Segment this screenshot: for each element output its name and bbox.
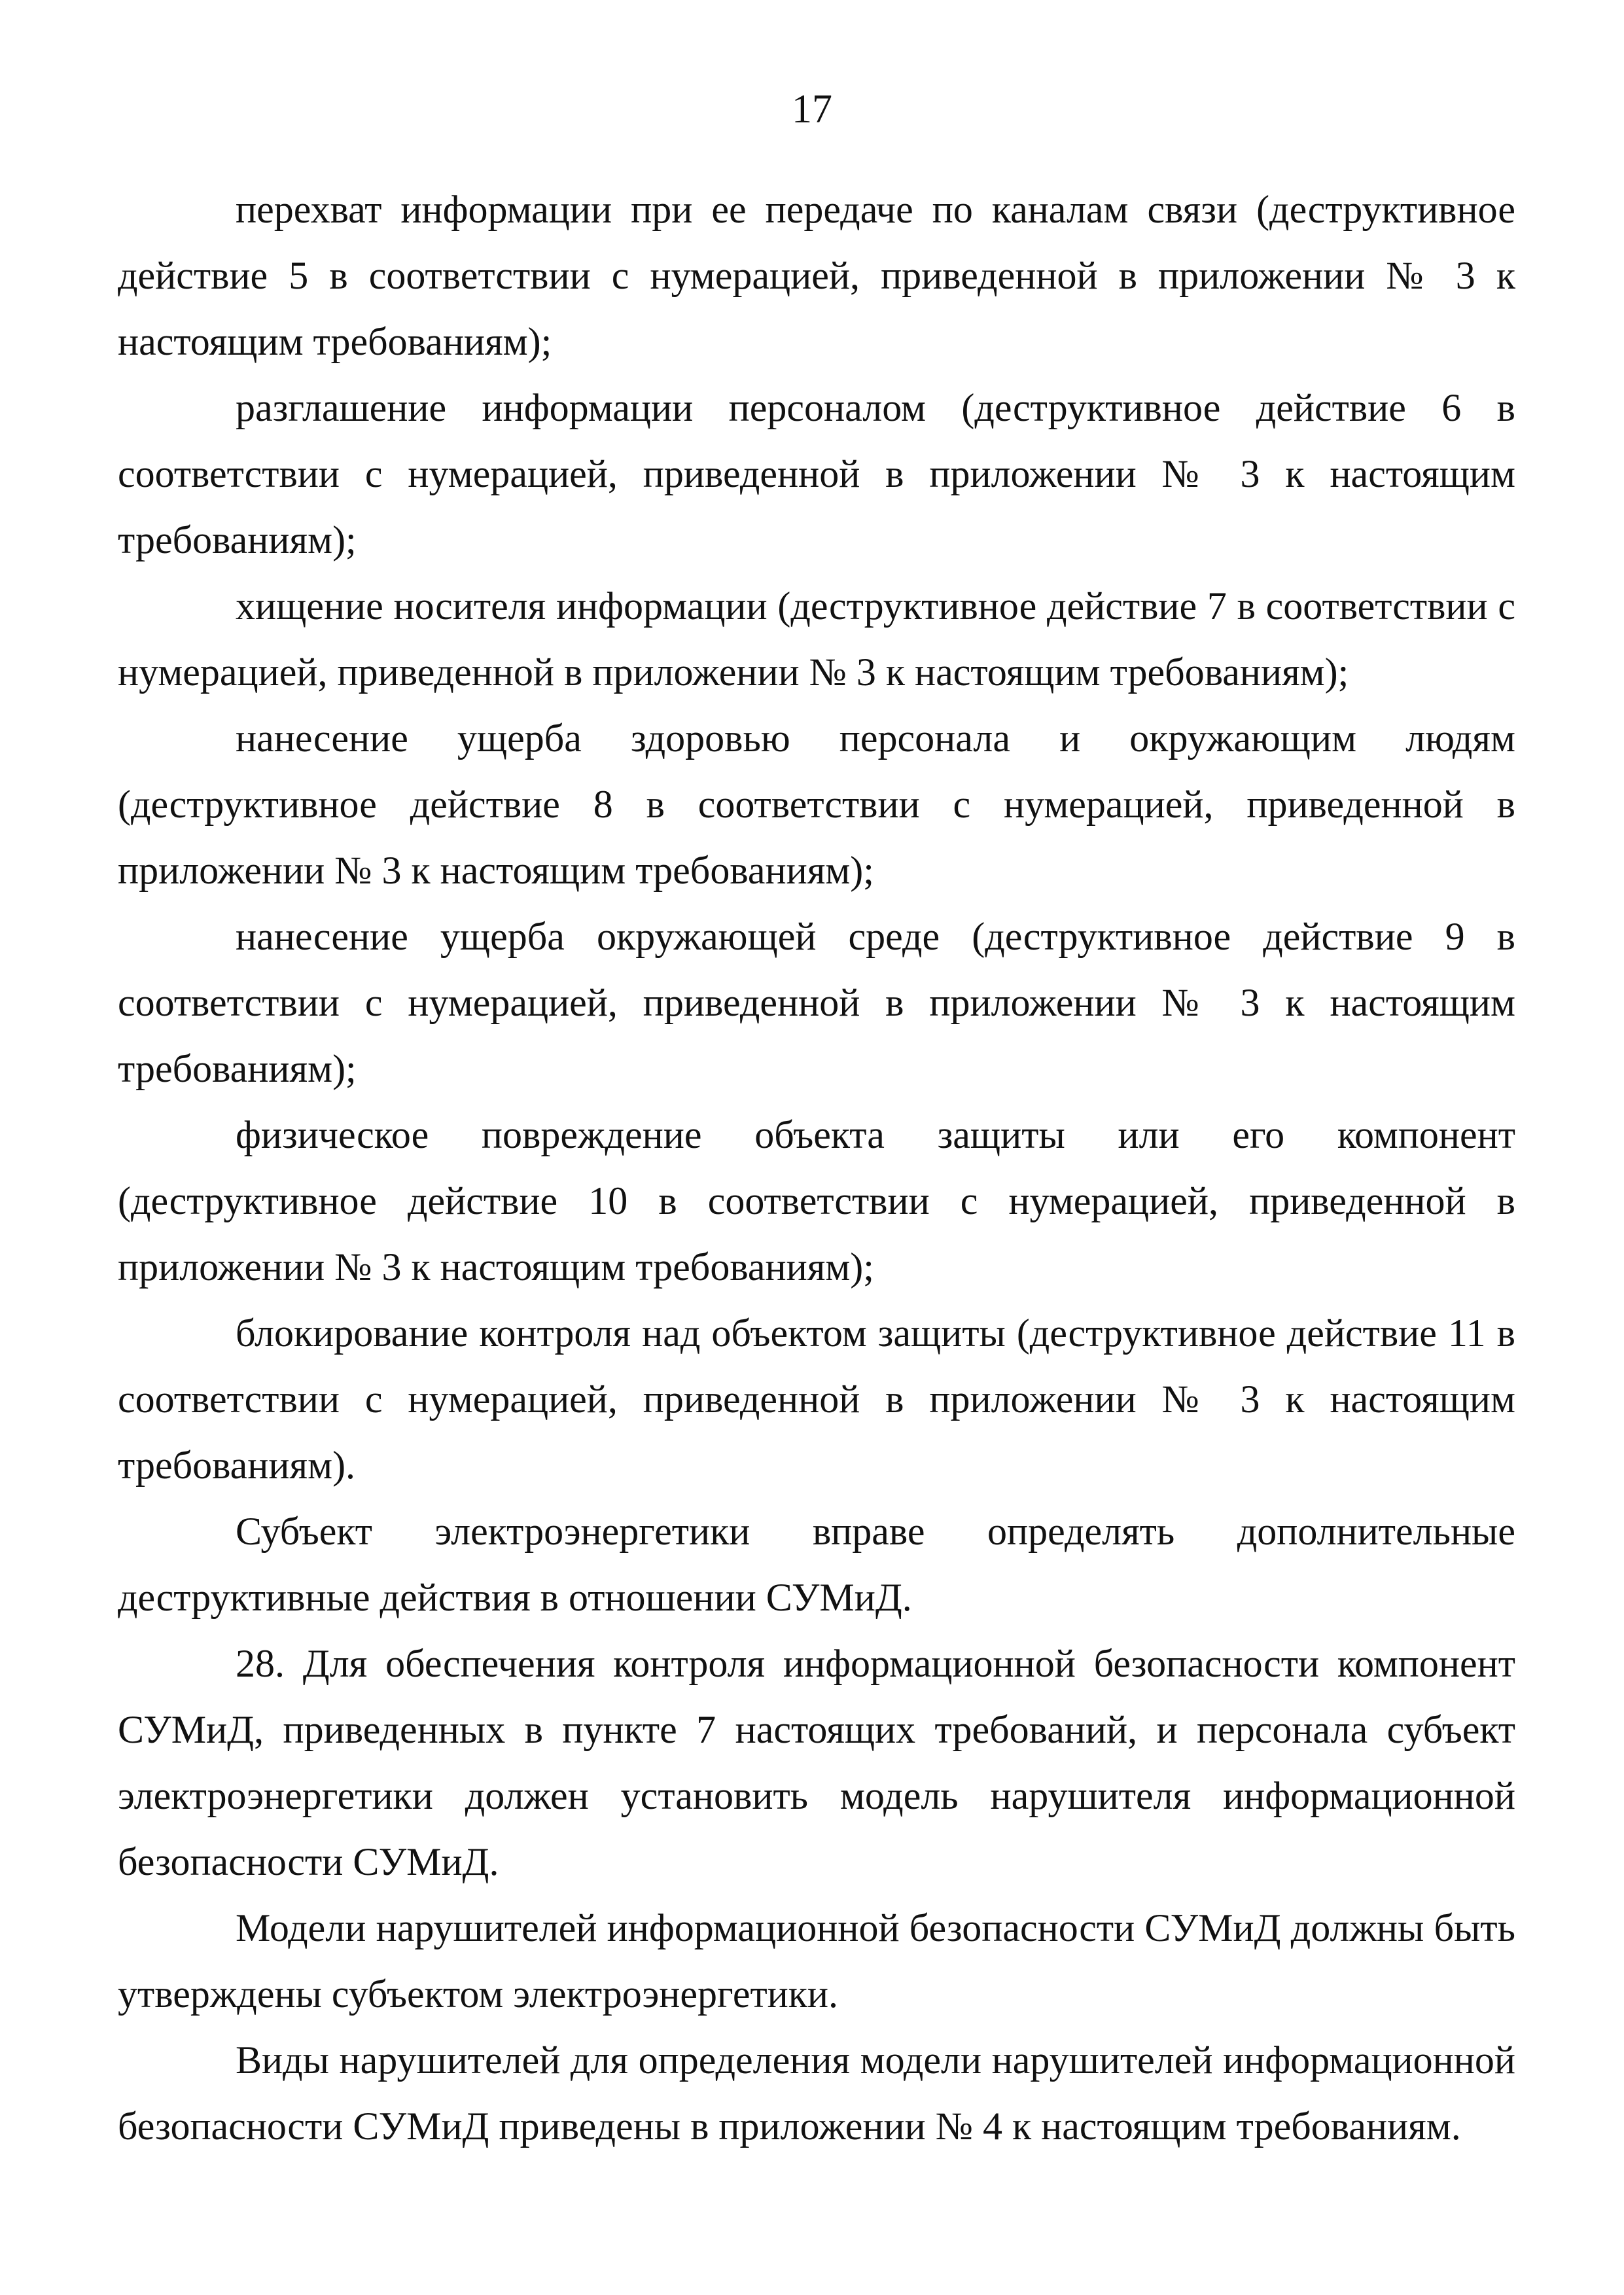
page-number: 17 xyxy=(792,87,832,132)
paragraph-additional-actions: Субъект электроэнергетики вправе определять дополнительные деструктивные действия в отношении СУМиД. xyxy=(118,1510,1515,1619)
paragraph-health-damage: нанесение ущерба здоровью персонала и окружающим людям (деструктивное действие 8 в соответствии с нумерацией, приведенной в приложении № 3 к настоящим требованиям); xyxy=(118,717,1515,892)
paragraph-environment-damage: нанесение ущерба окружающей среде (деструктивное действие 9 в соответствии с нумерацией, приведенной в приложении № 3 к настоящим требованиям); xyxy=(118,915,1515,1090)
paragraph-28-model-setup: 28. Для обеспечения контроля информационной безопасности компонент СУМиД, приведенных в пункте 7 настоящих требований, и персонала субъект электроэнергетики должен установить модель нарушителя информационной безопасности СУМиД. xyxy=(118,1642,1515,1883)
paragraph-interception: перехват информации при ее передаче по каналам связи (деструктивное действие 5 в соответствии с нумерацией, приведенной в приложении № 3 к настоящим требованиям); xyxy=(118,188,1515,363)
paragraph-physical-damage: физическое повреждение объекта защиты или его компонент (деструктивное действие 10 в соответствии с нумерацией, приведенной в приложении № 3 к настоящим требованиям); xyxy=(118,1113,1515,1289)
paragraph-control-blocking: блокирование контроля над объектом защиты (деструктивное действие 11 в соответствии с нумерацией, приведенной в приложении № 3 к настоящим требованиям). xyxy=(118,1311,1515,1487)
paragraph-disclosure: разглашение информации персоналом (деструктивное действие 6 в соответствии с нумерацией, приведенной в приложении № 3 к настоящим требованиям); xyxy=(118,386,1515,561)
paragraph-intruder-types: Виды нарушителей для определения модели нарушителей информационной безопасности СУМиД приведены в приложении № 4 к настоящим требованиям. xyxy=(118,2038,1515,2148)
paragraph-media-theft: хищение носителя информации (деструктивное действие 7 в соответствии с нумерацией, приведенной в приложении № 3 к настоящим требованиям); xyxy=(118,584,1515,694)
paragraph-models-approval: Модели нарушителей информационной безопасности СУМиД должны быть утверждены субъектом электроэнергетики. xyxy=(118,1906,1515,2016)
document-body xyxy=(118,177,1515,2160)
